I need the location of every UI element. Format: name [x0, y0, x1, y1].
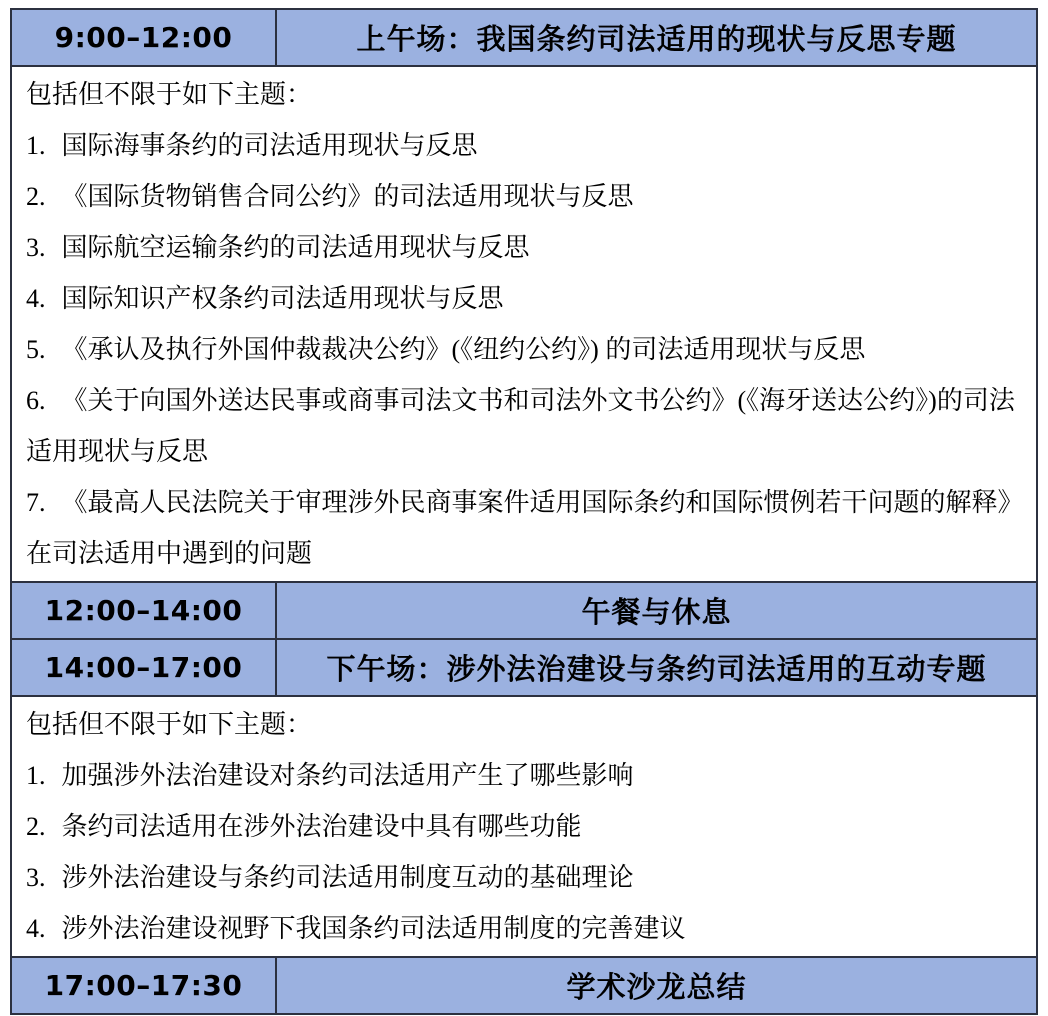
- lunch-time: 12:00–14:00: [11, 582, 276, 639]
- morning-topic-6: [26, 375, 1022, 477]
- topic-text: 涉外法治建设视野下我国条约司法适用制度的完善建议: [61, 914, 686, 943]
- afternoon-topic-3: [26, 852, 1022, 903]
- afternoon-details-cell: [11, 696, 1037, 957]
- details-row-afternoon: [11, 696, 1037, 957]
- session-row-afternoon: [11, 639, 1037, 696]
- topic-number: 2.: [26, 182, 46, 211]
- afternoon-topic-1: [26, 750, 1022, 801]
- afternoon-topics-intro: 包括但不限于如下主题：: [26, 710, 313, 739]
- topic-number: 5.: [26, 335, 46, 364]
- topic-text: 《关于向国外送达民事或商事司法文书和司法外文书公约》(《海牙送达公约》)的司法适用现状与反思: [26, 386, 1015, 466]
- topic-text: 加强涉外法治建设对条约司法适用产生了哪些影响: [61, 761, 634, 790]
- details-row-morning: [11, 66, 1037, 582]
- morning-topic-4: [26, 273, 1022, 324]
- topic-text: 《最高人民法院关于审理涉外民商事案件适用国际条约和国际惯例若干问题的解释》在司法适用中遇到的问题: [26, 488, 1011, 568]
- session-row-lunch: [11, 582, 1037, 639]
- topic-number: 3.: [26, 863, 46, 892]
- topic-text: 国际航空运输条约的司法适用现状与反思: [61, 233, 530, 262]
- morning-topic-3: [26, 222, 1022, 273]
- morning-topic-7: [26, 477, 1022, 579]
- topic-number: 4.: [26, 284, 46, 313]
- topic-text: 涉外法治建设与条约司法适用制度互动的基础理论: [61, 863, 634, 892]
- topic-number: 4.: [26, 914, 46, 943]
- closing-title: 学术沙龙总结: [276, 957, 1037, 1014]
- afternoon-topic-4: [26, 903, 1022, 954]
- topic-text: 国际知识产权条约司法适用现状与反思: [61, 284, 504, 313]
- afternoon-topic-2: [26, 801, 1022, 852]
- topic-text: 条约司法适用在涉外法治建设中具有哪些功能: [61, 812, 582, 841]
- session-row-morning: [11, 9, 1037, 66]
- morning-time: 9:00–12:00: [11, 9, 276, 66]
- topic-number: 3.: [26, 233, 46, 262]
- topic-text: 国际海事条约的司法适用现状与反思: [61, 131, 478, 160]
- morning-details-cell: [11, 66, 1037, 582]
- topic-number: 6.: [26, 386, 46, 415]
- morning-topics-intro: 包括但不限于如下主题：: [26, 80, 313, 109]
- morning-topic-2: [26, 171, 1022, 222]
- afternoon-time: 14:00–17:00: [11, 639, 276, 696]
- session-row-closing: [11, 957, 1037, 1014]
- lunch-title: 午餐与休息: [276, 582, 1037, 639]
- topic-text: 《国际货物销售合同公约》的司法适用现状与反思: [61, 182, 634, 211]
- topic-text: 《承认及执行外国仲裁裁决公约》(《纽约公约》) 的司法适用现状与反思: [61, 335, 866, 364]
- morning-topic-5: [26, 324, 1022, 375]
- topic-number: 7.: [26, 488, 46, 517]
- morning-session-title: 上午场：我国条约司法适用的现状与反思专题: [276, 9, 1037, 66]
- schedule-table: [10, 8, 1038, 1015]
- afternoon-session-title: 下午场：涉外法治建设与条约司法适用的互动专题: [276, 639, 1037, 696]
- topic-number: 2.: [26, 812, 46, 841]
- topic-number: 1.: [26, 131, 46, 160]
- closing-time: 17:00–17:30: [11, 957, 276, 1014]
- morning-topic-1: [26, 120, 1022, 171]
- topic-number: 1.: [26, 761, 46, 790]
